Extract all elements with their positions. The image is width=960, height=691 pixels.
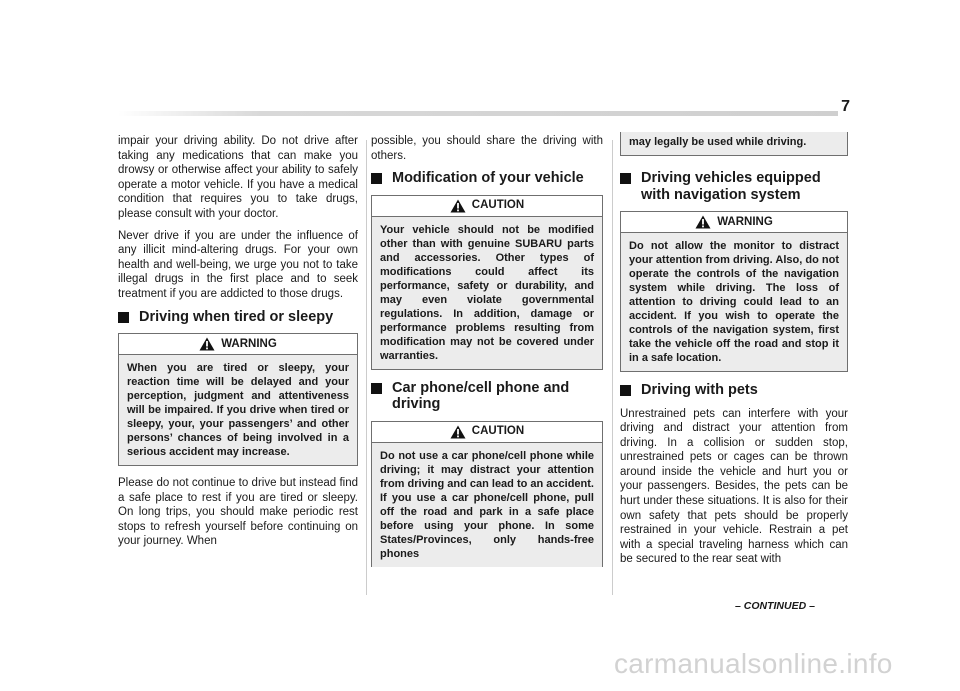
section-heading-text: Driving vehicles equipped with navigation system (641, 170, 821, 203)
warning-box (118, 333, 358, 466)
warning-triangle-icon (199, 337, 215, 351)
warning-header (621, 212, 847, 233)
section-heading (620, 382, 848, 399)
caution-continued-text: may legally be used while driving. (620, 132, 848, 156)
section-heading (371, 170, 603, 187)
body-paragraph: possible, you should share the driving with others. (371, 135, 603, 162)
warning-triangle-icon (450, 199, 466, 213)
caution-text: Do not use a car phone/cell phone while driving; it may distract your attention from driving and can lead to an accident. If you use a car phone/cell phone, pull off the road and park in a safe place before using your phone. In some States/Provinces, only hands-free phones (372, 443, 602, 567)
caution-label: CAUTION (471, 425, 525, 438)
section-heading-text: Modification of your vehicle (392, 170, 584, 187)
warning-triangle-icon (695, 215, 711, 229)
body-paragraph: impair your driving ability. Do not drive after taking any medications that can make you drowsy or otherwise affect your ability to safely operate a motor vehicle. If you have a medical condition that requires you to take drugs, please consult with your doctor. (118, 135, 358, 220)
body-paragraph: Please do not continue to drive but instead find a safe place to rest if you are tired or sleepy. On long trips, you should make periodic rest stops to refresh yourself before continuing on your journey. When (118, 477, 358, 548)
warning-label: WARNING (221, 337, 277, 350)
warning-text: When you are tired or sleepy, your reaction time will be delayed and your perception, judgment and attentiveness will be impaired. If you drive when tired or sleepy, your, your passengers’ and other persons’ chances of being involved in a serious accident may increase. (119, 355, 357, 465)
warning-box (620, 211, 848, 372)
continued-label: – CONTINUED – (735, 600, 815, 612)
caution-text: Your vehicle should not be modified other than with genuine SUBARU parts and accessories. Other types of modifications could affect its performance, safety or durability, and may even violate governmental regulations. In addition, damage or performance problems resulting from modification may not be covered under warranties. (372, 217, 602, 369)
section-heading-text: Driving with pets (641, 382, 758, 398)
column-3 (620, 134, 848, 574)
section-heading-text: Driving when tired or sleepy (139, 308, 334, 325)
black-square-icon (371, 173, 382, 184)
caution-label: CAUTION (471, 199, 525, 212)
warning-triangle-icon (450, 425, 466, 439)
section-heading-text: Car phone/cell phone and driving (392, 379, 570, 413)
black-square-icon (620, 385, 631, 396)
section-heading (371, 380, 603, 413)
section-heading (118, 309, 358, 326)
body-paragraph: Unrestrained pets can interfere with your driving and distract your attention from driving. In a collision or sudden stop, unrestrained pets or cages can be thrown around inside the vehicle and hurt you or your passengers. Besides, the pets can be hurt under these situations. It is also for their own safety that pets should be properly restrained in your vehicle. Restrain a pet with a special traveling harness which can be secured to the rear seat with (620, 407, 848, 566)
caution-box (371, 421, 603, 567)
warning-header (119, 334, 357, 355)
warning-text: Do not allow the monitor to distract your attention from driving. Also, do not operate the controls of the navigation system while driving. The loss of attention to driving could lead to an accident. If you wish to operate the controls of the navigation system, first take the vehicle off the road and stop it in a safe location. (621, 233, 847, 371)
caution-header (372, 196, 602, 217)
black-square-icon (371, 383, 382, 394)
column-2 (371, 134, 603, 567)
column-divider (366, 140, 367, 595)
caution-box (371, 195, 603, 370)
warning-label: WARNING (717, 215, 773, 228)
body-paragraph: Never drive if you are under the influence of any illicit mind-altering drugs. For your own health and well-being, we urge you not to take illegal drugs in the first place and to seek treatment if you are addicted to those drugs. (118, 229, 358, 300)
column-1 (118, 134, 358, 556)
watermark: carmanualsonline.info (614, 648, 893, 679)
page-number: 7 (841, 98, 850, 115)
caution-header (372, 422, 602, 443)
black-square-icon (620, 173, 631, 184)
section-heading (620, 170, 848, 203)
column-divider (612, 140, 613, 595)
black-square-icon (118, 312, 129, 323)
header-rule (118, 111, 838, 116)
